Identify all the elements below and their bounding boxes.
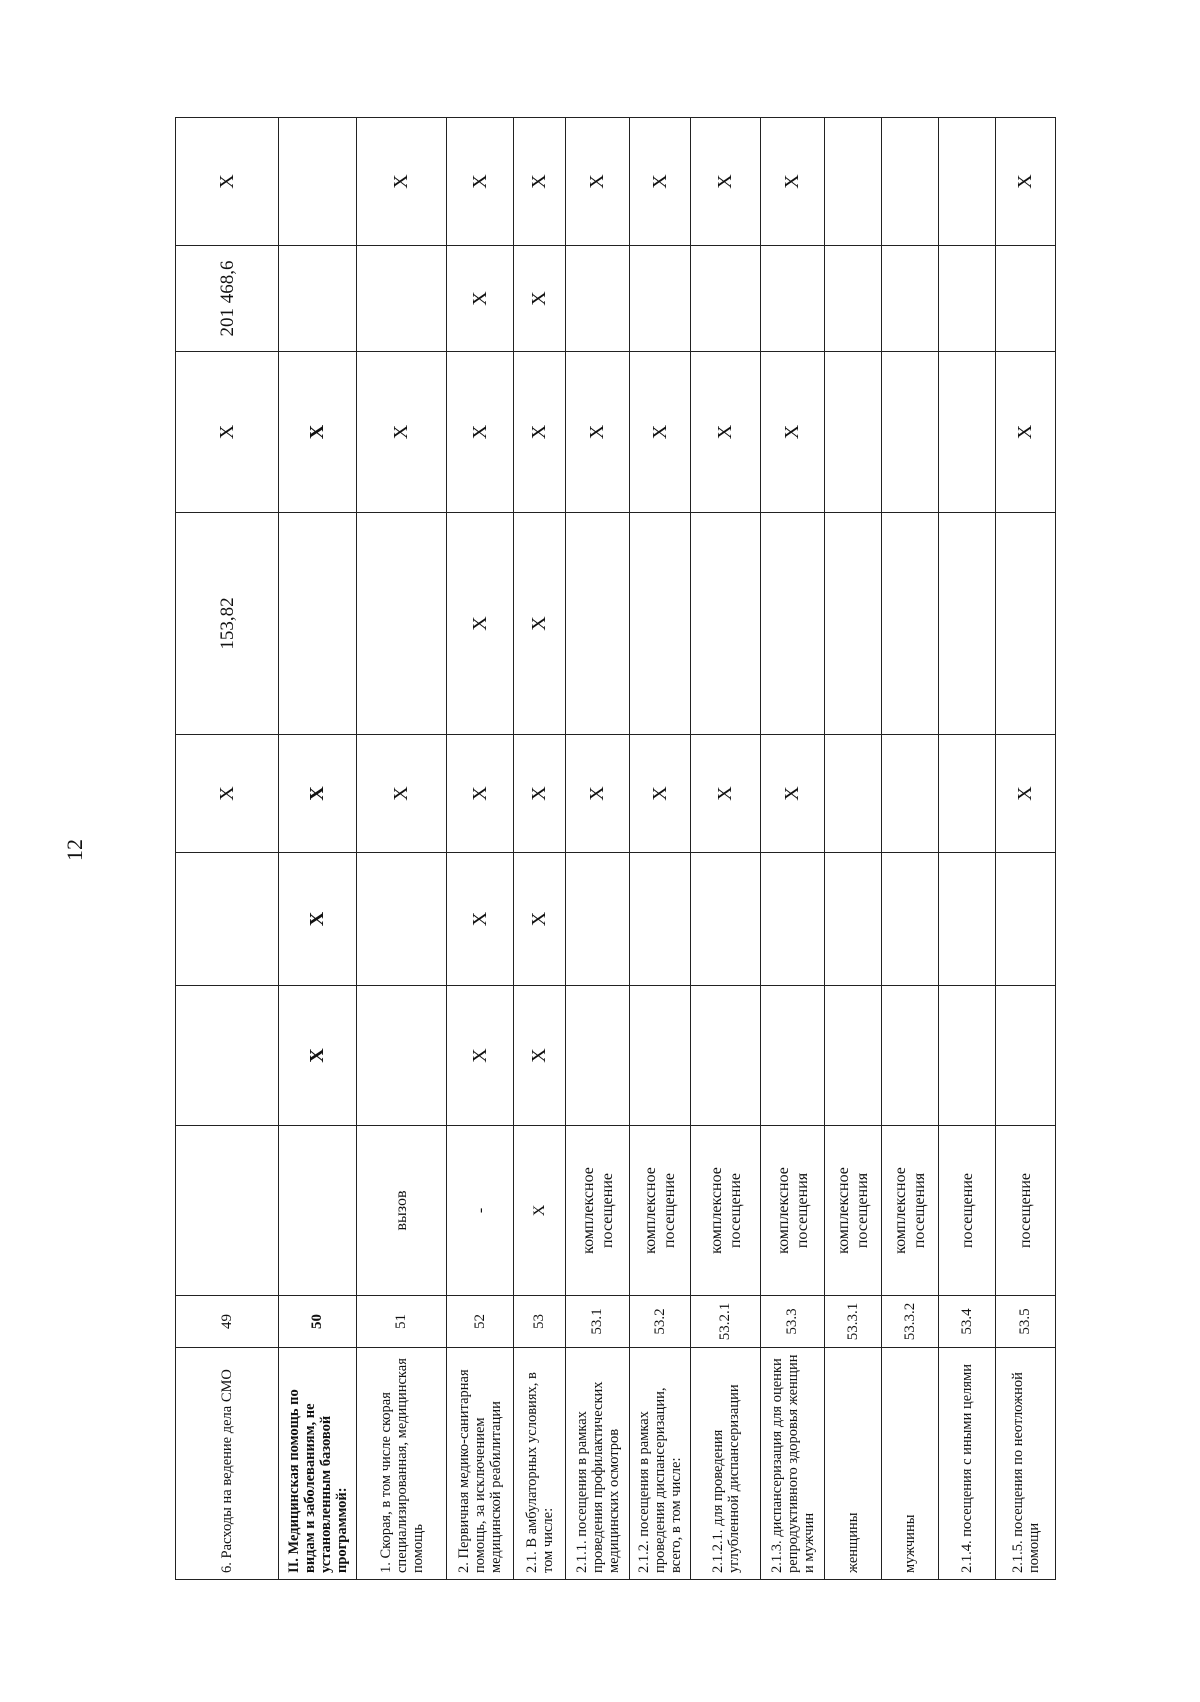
row-name-cell: 2.1.4. посещения с иными целями bbox=[939, 1348, 996, 1580]
value-cell-c3 bbox=[825, 735, 882, 853]
value-cell-c6 bbox=[176, 246, 279, 352]
value-cell-c4 bbox=[447, 513, 514, 735]
value-cell-c6 bbox=[447, 246, 514, 352]
value-cell-c5 bbox=[761, 352, 825, 513]
value-text: X bbox=[215, 786, 238, 801]
value-cell-c5 bbox=[279, 352, 357, 513]
value-cell-c4 bbox=[939, 513, 996, 735]
unit-cell: посещение bbox=[996, 1126, 1056, 1296]
value-cell-c1 bbox=[176, 986, 279, 1126]
value-cell-c7 bbox=[882, 118, 939, 246]
unit-cell bbox=[279, 1126, 357, 1296]
page-number: 12 bbox=[62, 839, 87, 861]
value-cell-c6 bbox=[630, 246, 691, 352]
value-cell-c6 bbox=[691, 246, 761, 352]
value-text: X bbox=[215, 424, 238, 440]
unit-cell bbox=[176, 1126, 279, 1296]
value-cell-c7 bbox=[357, 118, 447, 246]
value-cell-c7 bbox=[566, 118, 630, 246]
value-cell-c2 bbox=[630, 853, 691, 986]
value-text: X bbox=[468, 786, 491, 801]
value-text: X bbox=[586, 424, 608, 440]
value-cell-c2 bbox=[939, 853, 996, 986]
value-cell-c7 bbox=[761, 118, 825, 246]
unit-cell: комплексное посещения bbox=[882, 1126, 939, 1296]
table-row bbox=[761, 118, 825, 1580]
value-cell-c3 bbox=[514, 735, 566, 853]
row-name-cell: II. Медицинская помощь по видам и заболеваниям, не установленным базовой программой: bbox=[279, 1348, 357, 1580]
value-cell-c2 bbox=[514, 853, 566, 986]
value-cell-c5 bbox=[825, 352, 882, 513]
value-text: X bbox=[390, 174, 412, 189]
value-text: X bbox=[714, 786, 736, 801]
value-cell-c7 bbox=[691, 118, 761, 246]
value-cell-c1 bbox=[882, 986, 939, 1126]
value-cell-c1 bbox=[825, 986, 882, 1126]
value-cell-c2 bbox=[996, 853, 1056, 986]
value-cell-c5 bbox=[630, 352, 691, 513]
value-cell-c6 bbox=[357, 246, 447, 352]
row-name-cell: 6. Расходы на ведение дела СМО bbox=[176, 1348, 279, 1580]
value-cell-c7 bbox=[279, 118, 357, 246]
value-text: X bbox=[528, 174, 550, 189]
row-number-cell: 52 bbox=[447, 1296, 514, 1348]
value-cell-c2 bbox=[761, 853, 825, 986]
value-cell-c1 bbox=[996, 986, 1056, 1126]
value-cell-c1 bbox=[939, 986, 996, 1126]
value-text: X bbox=[306, 424, 328, 440]
table-row bbox=[566, 118, 630, 1580]
row-number-cell: 53.2.1 bbox=[691, 1296, 761, 1348]
value-cell-c6 bbox=[279, 246, 357, 352]
value-cell-c6 bbox=[514, 246, 566, 352]
value-cell-c2 bbox=[176, 853, 279, 986]
unit-cell: комплексное посещение bbox=[566, 1126, 630, 1296]
value-cell-c6 bbox=[566, 246, 630, 352]
value-cell-c2 bbox=[357, 853, 447, 986]
row-name-cell: 2.1.2.1. для проведения углубленной диспансеризации bbox=[691, 1348, 761, 1580]
row-name-cell: 1. Скорая, в том числе скорая специализированная, медицинская помощь bbox=[357, 1348, 447, 1580]
value-cell-c2 bbox=[279, 853, 357, 986]
value-cell-c1 bbox=[566, 986, 630, 1126]
table-row bbox=[882, 118, 939, 1580]
table-row bbox=[514, 118, 566, 1580]
value-text: X bbox=[1014, 786, 1036, 801]
value-text: X bbox=[528, 616, 550, 631]
unit-cell: - bbox=[447, 1126, 514, 1296]
value-cell-c6 bbox=[761, 246, 825, 352]
data-table bbox=[175, 117, 1056, 1580]
table-row bbox=[996, 118, 1056, 1580]
value-text: X bbox=[648, 786, 671, 801]
value-cell-c3 bbox=[691, 735, 761, 853]
value-cell-c2 bbox=[691, 853, 761, 986]
value-text: 153,82 bbox=[216, 597, 238, 650]
value-cell-c4 bbox=[176, 513, 279, 735]
row-number-cell: 53 bbox=[514, 1296, 566, 1348]
value-cell-c7 bbox=[514, 118, 566, 246]
value-cell-c1 bbox=[630, 986, 691, 1126]
value-text: X bbox=[468, 424, 491, 440]
unit-cell: комплексное посещение bbox=[630, 1126, 691, 1296]
table-row bbox=[939, 118, 996, 1580]
rotated-table-container bbox=[175, 118, 1055, 1580]
value-cell-c4 bbox=[630, 513, 691, 735]
row-number-cell: 53.3 bbox=[761, 1296, 825, 1348]
value-text: X bbox=[468, 291, 491, 306]
value-cell-c4 bbox=[279, 513, 357, 735]
row-name-cell: 2.1.3. диспансеризация для оценки репродуктивного здоровья женщин и мужчин bbox=[761, 1348, 825, 1580]
value-cell-c6 bbox=[939, 246, 996, 352]
value-cell-c2 bbox=[825, 853, 882, 986]
table-row bbox=[279, 118, 357, 1580]
unit-cell: комплексное посещения bbox=[825, 1126, 882, 1296]
value-text: X bbox=[306, 911, 328, 927]
value-cell-c5 bbox=[447, 352, 514, 513]
value-cell-c3 bbox=[996, 735, 1056, 853]
value-cell-c5 bbox=[691, 352, 761, 513]
value-cell-c3 bbox=[882, 735, 939, 853]
row-number-cell: 53.3.2 bbox=[882, 1296, 939, 1348]
value-text: X bbox=[528, 291, 550, 306]
unit-cell: комплексное посещения bbox=[761, 1126, 825, 1296]
row-number-cell: 49 bbox=[176, 1296, 279, 1348]
row-name-cell: 2.1. В амбулаторных условиях, в том числе: bbox=[514, 1348, 566, 1580]
row-number-cell: 51 bbox=[357, 1296, 447, 1348]
value-text: X bbox=[468, 174, 491, 189]
value-cell-c5 bbox=[939, 352, 996, 513]
row-number-cell: 53.1 bbox=[566, 1296, 630, 1348]
value-text: X bbox=[306, 786, 328, 801]
value-cell-c4 bbox=[357, 513, 447, 735]
value-text: X bbox=[586, 786, 608, 801]
value-text: X bbox=[528, 786, 550, 801]
unit-cell: комплексное посещение bbox=[691, 1126, 761, 1296]
value-cell-c1 bbox=[447, 986, 514, 1126]
value-cell-c7 bbox=[630, 118, 691, 246]
value-cell-c5 bbox=[882, 352, 939, 513]
value-cell-c1 bbox=[357, 986, 447, 1126]
value-text: X bbox=[714, 424, 736, 440]
value-cell-c7 bbox=[825, 118, 882, 246]
value-cell-c7 bbox=[939, 118, 996, 246]
row-number-cell: 53.3.1 bbox=[825, 1296, 882, 1348]
value-cell-c4 bbox=[514, 513, 566, 735]
unit-cell: вызов bbox=[357, 1126, 447, 1296]
value-cell-c4 bbox=[825, 513, 882, 735]
value-text: X bbox=[390, 424, 412, 440]
table-wrapper bbox=[175, 118, 1055, 1580]
value-cell-c3 bbox=[761, 735, 825, 853]
value-cell-c5 bbox=[996, 352, 1056, 513]
table-body bbox=[176, 118, 1056, 1580]
value-cell-c1 bbox=[514, 986, 566, 1126]
value-text: X bbox=[390, 786, 412, 801]
value-cell-c3 bbox=[566, 735, 630, 853]
row-name-cell: мужчины bbox=[882, 1348, 939, 1580]
row-name-cell: 2. Первичная медико-санитарная помощь, за исключением медицинской реабилитации bbox=[447, 1348, 514, 1580]
value-cell-c1 bbox=[279, 986, 357, 1126]
value-cell-c7 bbox=[447, 118, 514, 246]
value-cell-c4 bbox=[882, 513, 939, 735]
value-cell-c3 bbox=[447, 735, 514, 853]
value-cell-c4 bbox=[691, 513, 761, 735]
table-row bbox=[357, 118, 447, 1580]
value-text: X bbox=[528, 911, 550, 927]
value-cell-c3 bbox=[176, 735, 279, 853]
value-text: X bbox=[528, 424, 550, 440]
value-cell-c1 bbox=[691, 986, 761, 1126]
value-cell-c5 bbox=[566, 352, 630, 513]
value-cell-c4 bbox=[566, 513, 630, 735]
value-text: X bbox=[781, 174, 803, 189]
row-number-cell: 53.4 bbox=[939, 1296, 996, 1348]
value-text: X bbox=[1014, 174, 1036, 189]
value-cell-c5 bbox=[357, 352, 447, 513]
table-row bbox=[447, 118, 514, 1580]
value-cell-c2 bbox=[447, 853, 514, 986]
row-name-cell: 2.1.1. посещения в рамках проведения профилактических медицинских осмотров bbox=[566, 1348, 630, 1580]
row-name-cell: 2.1.5. посещения по неотложной помощи bbox=[996, 1348, 1056, 1580]
value-text: X bbox=[648, 424, 671, 440]
value-text: X bbox=[586, 174, 608, 189]
value-text: X bbox=[468, 1048, 491, 1063]
value-text: 201 468,6 bbox=[216, 260, 238, 337]
value-cell-c3 bbox=[630, 735, 691, 853]
value-text: X bbox=[1014, 424, 1036, 440]
value-cell-c5 bbox=[514, 352, 566, 513]
value-text: X bbox=[781, 786, 803, 801]
value-cell-c3 bbox=[279, 735, 357, 853]
table-row bbox=[630, 118, 691, 1580]
row-number-cell: 50 bbox=[279, 1296, 357, 1348]
value-cell-c2 bbox=[566, 853, 630, 986]
value-cell-c2 bbox=[882, 853, 939, 986]
unit-cell: посещение bbox=[939, 1126, 996, 1296]
value-cell-c4 bbox=[761, 513, 825, 735]
value-text: X bbox=[648, 174, 671, 189]
value-text: X bbox=[306, 1048, 328, 1063]
row-name-cell: 2.1.2. посещения в рамках проведения диспансеризации, всего, в том числе: bbox=[630, 1348, 691, 1580]
row-number-cell: 53.5 bbox=[996, 1296, 1056, 1348]
value-cell-c7 bbox=[176, 118, 279, 246]
table-row bbox=[825, 118, 882, 1580]
value-text: X bbox=[528, 1048, 550, 1063]
unit-cell: X bbox=[514, 1126, 566, 1296]
table-row bbox=[176, 118, 279, 1580]
row-name-cell: женщины bbox=[825, 1348, 882, 1580]
value-cell-c3 bbox=[357, 735, 447, 853]
row-number-cell: 53.2 bbox=[630, 1296, 691, 1348]
table-row bbox=[691, 118, 761, 1580]
value-text: X bbox=[468, 911, 491, 927]
value-cell-c4 bbox=[996, 513, 1056, 735]
value-text: X bbox=[215, 174, 238, 189]
value-cell-c6 bbox=[825, 246, 882, 352]
value-cell-c6 bbox=[882, 246, 939, 352]
value-cell-c3 bbox=[939, 735, 996, 853]
value-text: X bbox=[468, 616, 491, 631]
value-cell-c6 bbox=[996, 246, 1056, 352]
value-cell-c1 bbox=[761, 986, 825, 1126]
value-text: X bbox=[714, 174, 736, 189]
value-cell-c7 bbox=[996, 118, 1056, 246]
value-text: X bbox=[781, 424, 803, 440]
value-cell-c5 bbox=[176, 352, 279, 513]
